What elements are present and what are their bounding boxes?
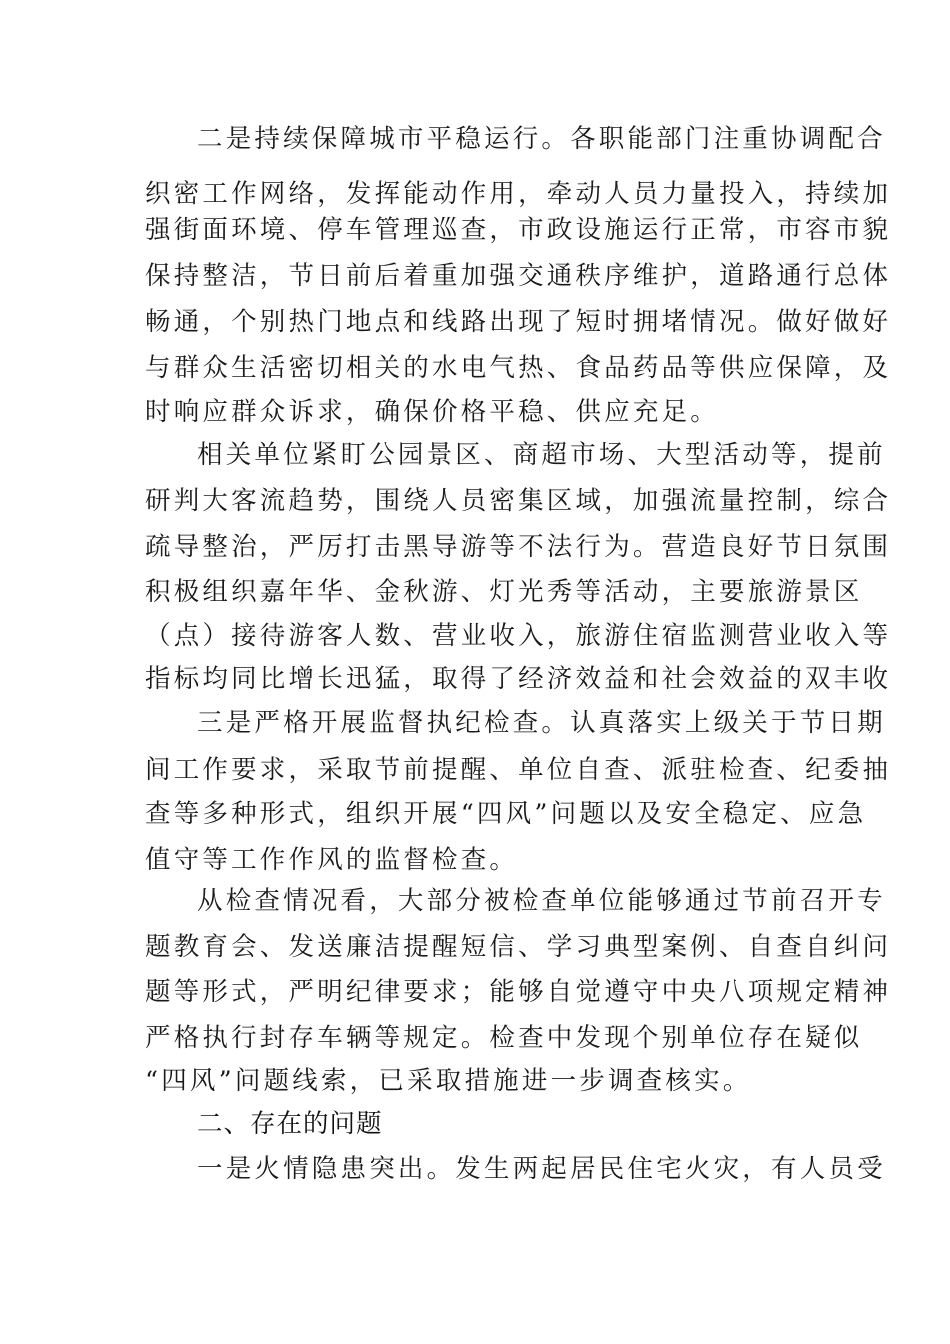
section-heading: 二、存在的问题 <box>197 1109 383 1139</box>
paragraph-3-line-3: 查等多种形式，组织开展“四风”问题以及安全稳定、应急 <box>145 799 867 829</box>
paragraph-1-line-2: 织密工作网络，发挥能动作用，牵动人员力量投入，持续加 <box>145 179 892 209</box>
paragraph-4-line-1: 从检查情况看，大部分被检查单位能够通过节前召开专 <box>197 886 886 916</box>
paragraph-3-line-2: 间工作要求，采取节前提醒、单位自查、派驻检查、纪委抽 <box>145 755 892 785</box>
paragraph-2-line-4: 积极组织嘉年华、金秋游、灯光秀等活动，主要旅游景区 <box>145 577 863 607</box>
paragraph-2-line-3: 疏导整治，严厉打击黑导游等不法行为。营造良好节日氛围 <box>145 532 892 562</box>
paragraph-4-line-2: 题教育会、发送廉洁提醒短信、学习典型案例、自查自纠问 <box>145 932 892 962</box>
paragraph-4-line-3: 题等形式，严明纪律要求；能够自觉遵守中央八项规定精神 <box>145 977 892 1007</box>
paragraph-5-line-1: 一是火情隐患突出。发生两起居民住宅火灾，有人员受 <box>197 1154 886 1184</box>
paragraph-2-line-6: 指标均同比增长迅猛，取得了经济效益和社会效益的双丰收 <box>145 664 892 694</box>
paragraph-1-line-7: 时响应群众诉求，确保价格平稳、供应充足。 <box>145 397 720 427</box>
paragraph-2-line-5: （点）接待游客人数、营业收入，旅游住宿监测营业收入等 <box>145 621 892 651</box>
paragraph-2-line-1: 相关单位紧盯公园景区、商超市场、大型活动等，提前 <box>197 440 886 470</box>
paragraph-1-line-5: 畅通，个别热门地点和线路出现了短时拥堵情况。做好做好 <box>145 307 892 337</box>
paragraph-1-line-4: 保持整洁，节日前后着重加强交通秩序维护，道路通行总体 <box>145 261 892 291</box>
paragraph-3-line-1: 三是严格开展监督执纪检查。认真落实上级关于节日期 <box>197 708 886 738</box>
paragraph-1-line-3: 强街面环境、停车管理巡查，市政设施运行正常，市容市貌 <box>145 215 892 245</box>
paragraph-1-line-6: 与群众生活密切相关的水电气热、食品药品等供应保障，及 <box>145 353 892 383</box>
paragraph-2-line-2: 研判大客流趋势，围绕人员密集区域，加强流量控制，综合 <box>145 486 892 516</box>
paragraph-4-line-4: 严格执行封存车辆等规定。检查中发现个别单位存在疑似 <box>145 1023 863 1053</box>
paragraph-4-line-5: “四风”问题线索，已采取措施进一步调查核实。 <box>145 1066 752 1096</box>
paragraph-3-line-4: 值守等工作作风的监督检查。 <box>145 845 519 875</box>
paragraph-1-line-1: 二是持续保障城市平稳运行。各职能部门注重协调配合 <box>197 124 886 154</box>
